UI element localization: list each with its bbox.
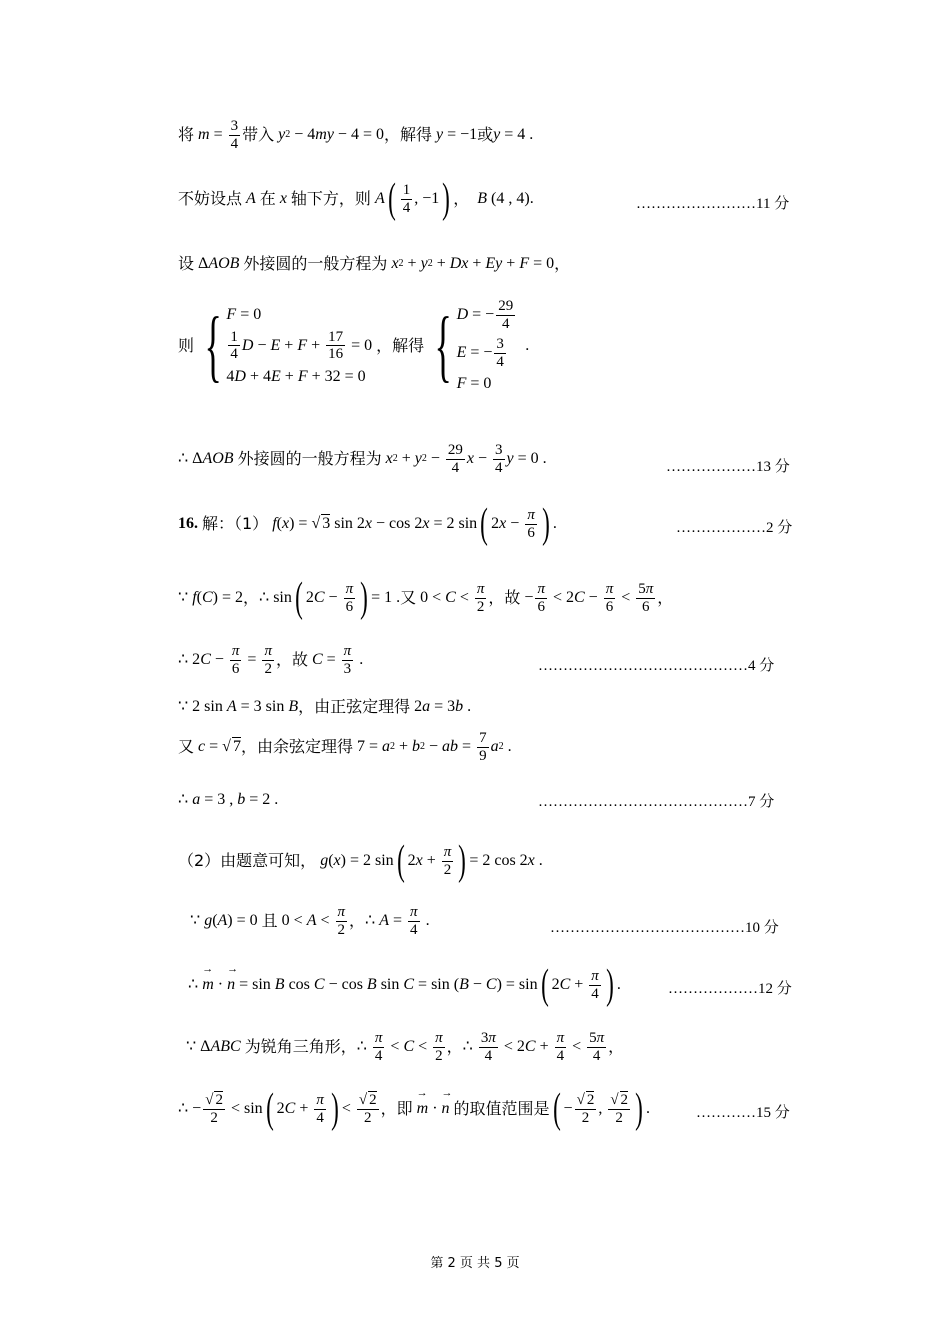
points-4: ……………………………………4 分	[538, 658, 775, 674]
line-1: 将 m = $\frac{3}{4}$ 带入 y 2 − 4 my − 4 = 0 ，解得 y = −1 或 y = 4 .	[178, 118, 534, 152]
points-13: ………………13 分	[666, 459, 790, 475]
line-2: 不妨设点 A 在 x 轴下方，则 A ( $\frac{1}{4}$ , −1 ) ， B (4 , 4).	[178, 176, 534, 222]
points-7: ……………………………………7 分	[538, 794, 775, 810]
system-right: { D = − $\frac{29}{4}$ E = − $\frac{3}{4}$ F = 0	[434, 298, 514, 392]
points-10: …………………………………10 分	[550, 920, 779, 936]
line-8: ∴ 2 C − $\frac{\pi}{6}$ = $\frac{\pi}{2}$ ，故 C = $\frac{\pi}{3}$ .	[178, 643, 364, 677]
line-14: ∴ → m · → n = sin B cos C − cos B sin C = sin ( B − C ) = sin ( 2 C + $\frac{\pi}{4}$ ) .	[188, 964, 621, 1006]
system-left: { F = 0 $\frac{1}{4}$ D − E + F + $\frac{17}{16}$ = 0 4 D + 4 E + F + 32 = 0	[204, 301, 373, 390]
line-9: ∵ 2 sin A = 3 sin B ，由正弦定理得 2 a = 3 b .	[178, 697, 472, 716]
points-2: ………………2 分	[676, 520, 793, 536]
line-7: ∵ f ( C ) = 2 ， ∴ sin ( 2 C − $\frac{\pi}{6}$ ) = 1 . 又 0 < C < $\frac{\pi}{2}$ ，故 − $\frac{\pi}{6}$ < 2 C − $\frac{\pi}{6}$ < $\frac{5\pi}{6}$ ，	[178, 575, 674, 621]
line-4: 则 { F = 0 $\frac{1}{4}$ D − E + F + $\frac{17}{16}$ = 0 4 D + 4 E + F + 32 = 0 ，解得 { D = − $\frac{29}{4}$ E = − $\frac{3}{4}$ F = 0 .	[178, 298, 530, 392]
points-15: …………15 分	[696, 1105, 790, 1121]
line-10: 又 c = √ 7 ，由余弦定理得 7 = a 2 + b 2 − ab = $\frac{7}{9}$ a 2 .	[178, 730, 512, 764]
line-3: 设 Δ AOB 外接圆的一般方程为 x 2 + y 2 + Dx + Ey + F = 0 ，	[178, 254, 571, 273]
page-footer: 第 2 页 共 5 页	[430, 1256, 520, 1271]
line-11: ∴ a = 3 , b = 2 .	[178, 791, 279, 808]
line-16: ∴ − $\frac{√ 2}{2}$ < sin ( 2 C + $\frac{\pi}{4}$ ) < $\frac{√ 2}{2}$ ，即 → m · → n 的取值范围是 ( − $\frac{√ 2}{2}$ , $\frac{√ 2}{2}$ ) .	[178, 1088, 650, 1130]
line-12: （2）由题意可知， g ( x ) = 2 sin ( 2 x + $\frac{\pi}{2}$ ) = 2 cos 2 x .	[178, 838, 543, 884]
line-6: 16. 解：（1） f ( x ) = √ 3 sin 2 x − cos 2 x = 2 sin ( 2 x − $\frac{\pi}{6}$ ) .	[178, 501, 557, 547]
line-13: ∵ g ( A ) = 0 且 0 < A < $\frac{\pi}{2}$ ， ∴ A = $\frac{\pi}{4}$ .	[190, 904, 430, 938]
line-5: ∴ Δ AOB 外接圆的一般方程为 x 2 + y 2 − $\frac{29}{4}$ x − $\frac{3}{4}$ y = 0 .	[178, 442, 547, 476]
line-15: ∵ Δ ABC 为锐角三角形， ∴ $\frac{\pi}{4}$ < C < $\frac{\pi}{2}$ ， ∴ $\frac{3\pi}{4}$ < 2 C + $\frac{\pi}{4}$ < $\frac{5\pi}{4}$ ，	[186, 1030, 625, 1064]
points-11: ……………………11 分	[636, 196, 790, 212]
points-12: ………………12 分	[668, 981, 792, 997]
